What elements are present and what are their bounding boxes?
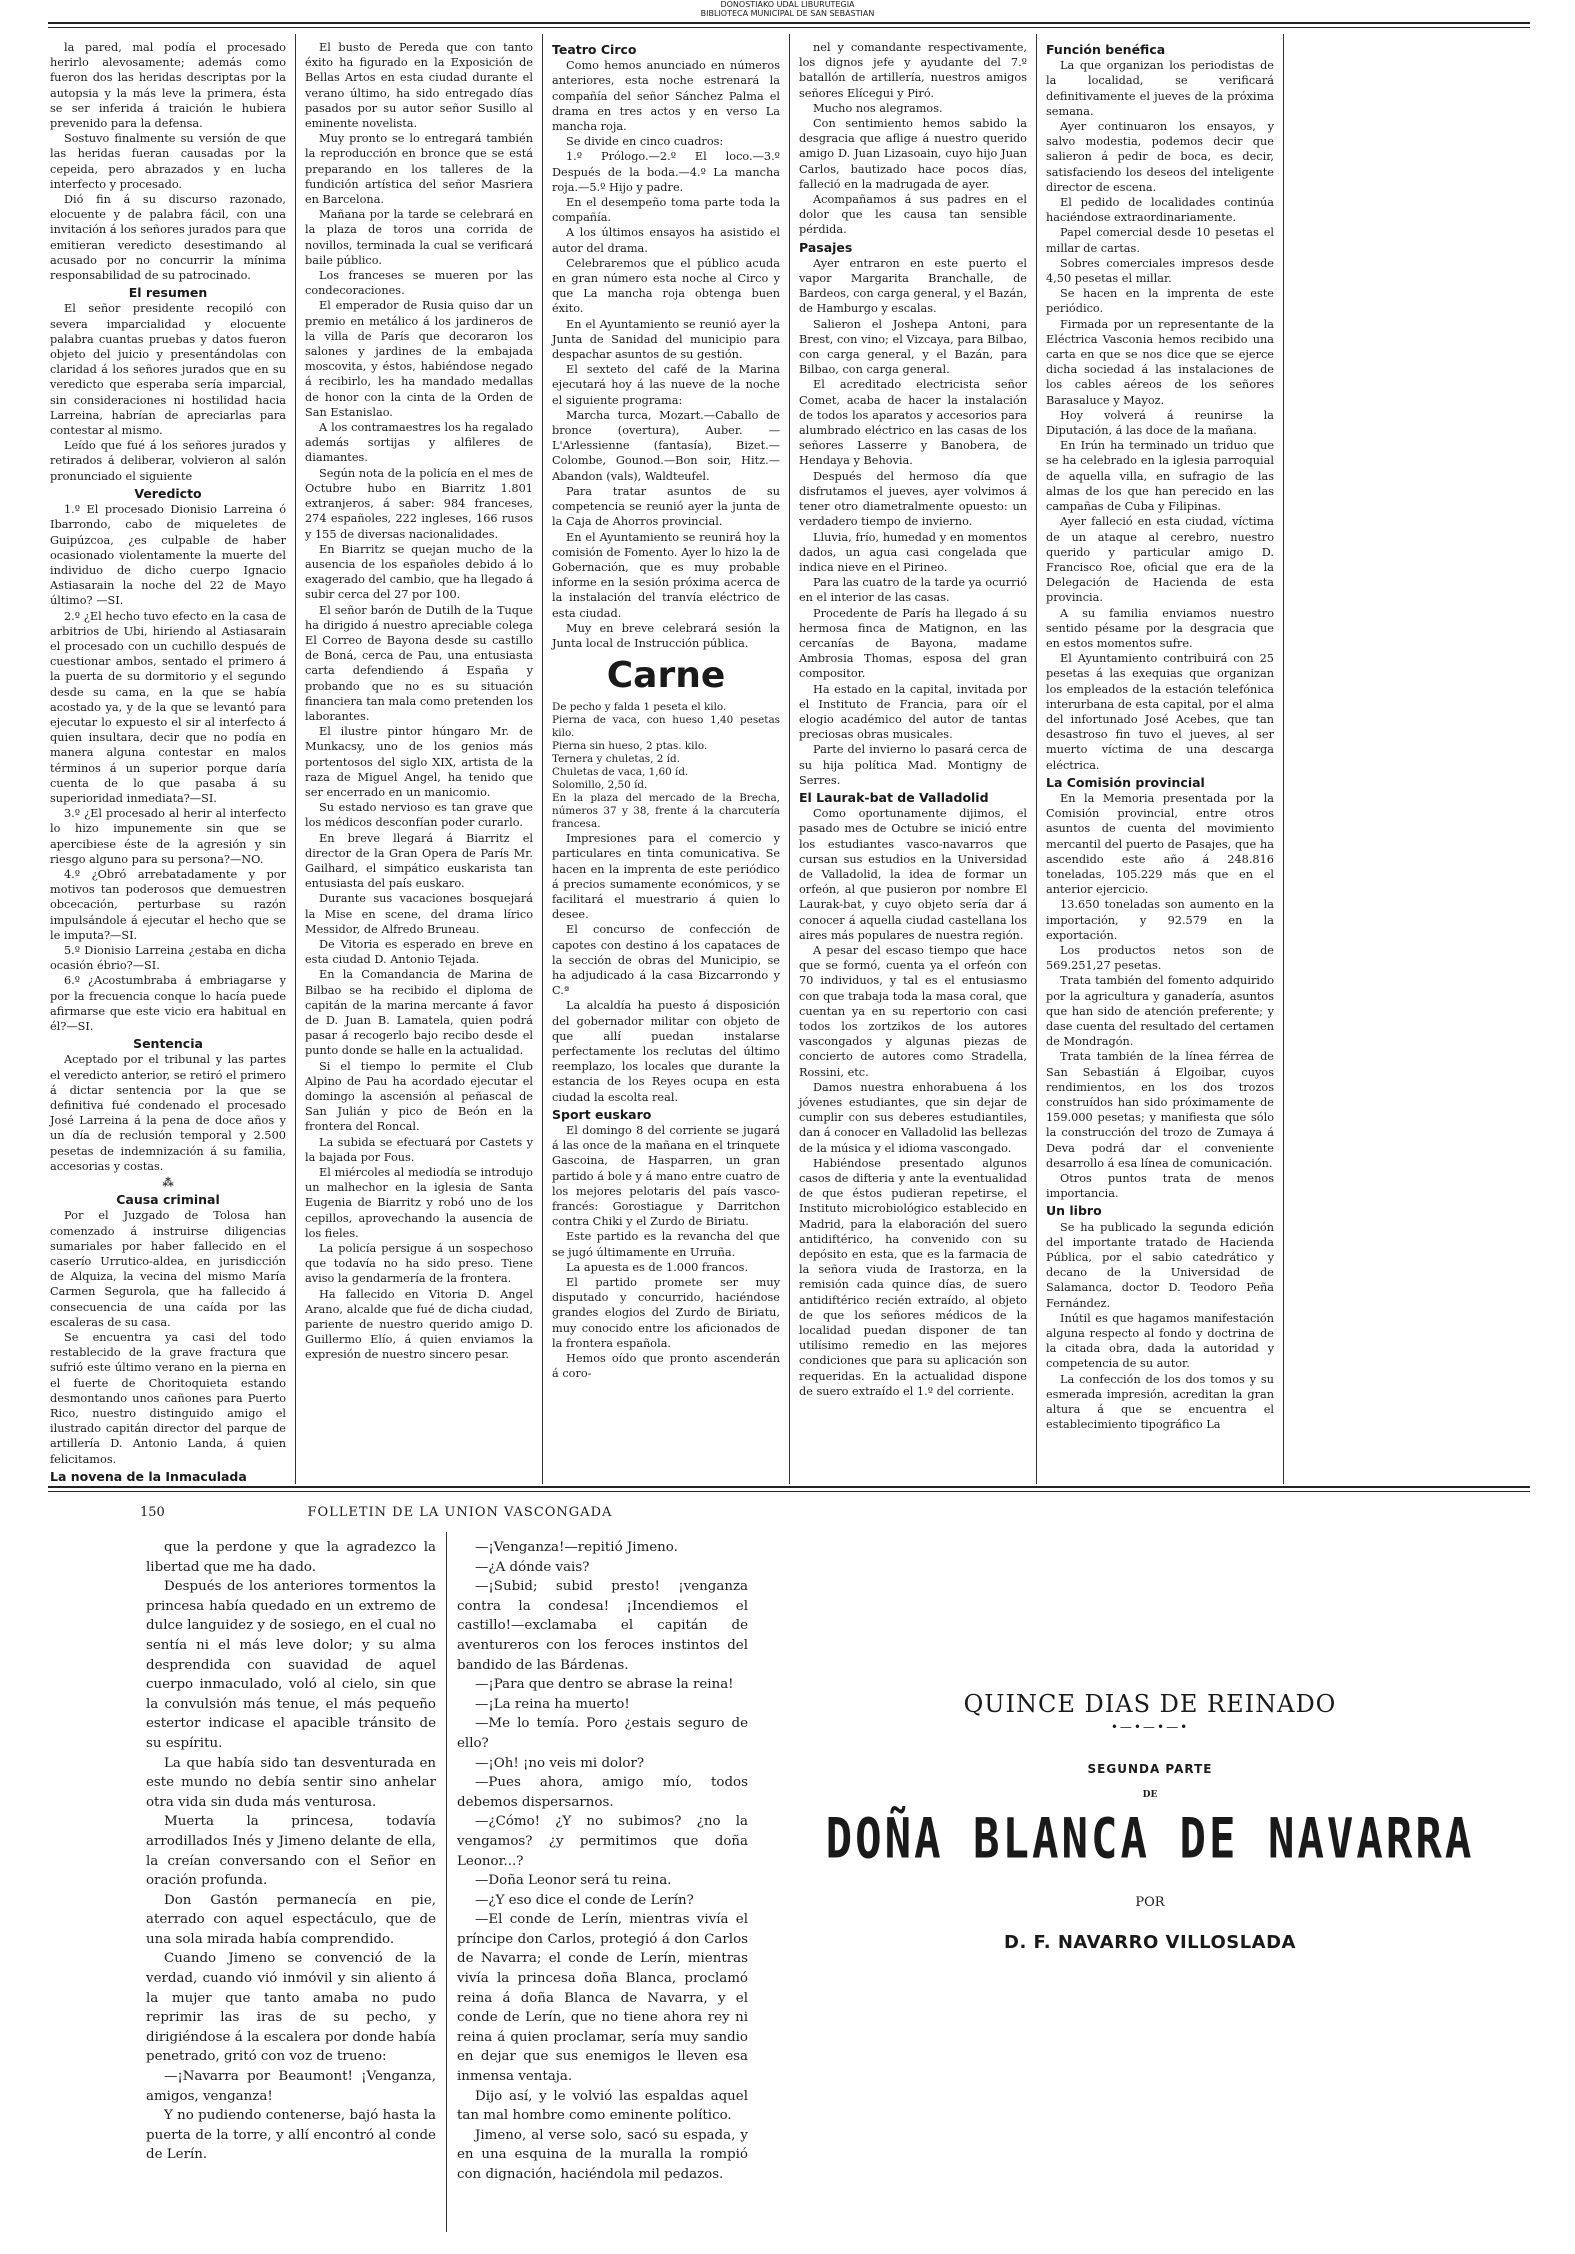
paragraph: —¿A dónde vais?	[475, 1559, 590, 1575]
paragraph: Después de los anteriores tormentos la princesa había quedado en un extremo de dulce languidez y de sosiego, en el cual no sentía ni el más leve dolor; y su alma desprendida con suavidad de aquel cuerpo inmaculado, voló al cielo, sin que la convulsión más tenue, el más pequeño estertor indicase el apacible tránsito de su espíritu.	[146, 1579, 436, 1751]
novel-part: SEGUNDA PARTE	[1087, 1762, 1213, 1776]
paragraph: Inútil es que hagamos manifestación alguna respecto al fondo y doctrina de la citada obra, dada la autoridad y competencia de su autor.	[1046, 1311, 1274, 1371]
paragraph: Dijo así, y le volvió las espaldas aquel tan mal hombre como eminente político.	[457, 2088, 748, 2124]
paragraph: Sostuvo finalmente su versión de que las heridas fueran causadas por la cepeida, pero abrazados y en lucha interfecto y procesado.	[50, 132, 286, 191]
section-heading: Un libro	[1046, 1203, 1102, 1219]
paragraph: Acompañamos á sus padres en el dolor que les causa tan sensible pérdida.	[799, 193, 1027, 237]
paragraph: Muy en breve celebrará sesión la Junta local de Instrucción pública.	[552, 621, 780, 650]
paragraph: De Vitoria es esperado en breve en esta ciudad D. Antonio Tejada.	[305, 937, 533, 967]
column-5	[1036, 34, 1283, 1484]
paragraph: La que organizan los periodistas de la localidad, se verificará definitivamente el jueves de la próxima semana.	[1046, 59, 1274, 118]
folletin-column-left	[136, 1532, 447, 2232]
paragraph: —Doña Leonor será tu reina.	[475, 1873, 672, 1889]
paragraph: 1.º Prólogo.—2.º El loco.—3.º Después de la boda.—4.º La mancha roja.—5.º Hijo y padre.	[552, 150, 780, 194]
folletin-header	[140, 1505, 755, 1520]
paragraph: —¡Navarra por Beaumont! ¡Venganza, amigos, venganza!	[146, 2069, 436, 2104]
price-line: Pierna de vaca, con hueso 1,40 pesetas kilo.	[552, 714, 780, 740]
column-3	[542, 34, 789, 1484]
paragraph: Los franceses se mueren por las condecoraciones.	[305, 269, 533, 298]
section-heading: Función benéfica	[1046, 42, 1166, 57]
paragraph: Salieron el Joshepa Antoni, para Brest, con vino; el Vizcaya, para Bilbao, con carga general, y el Bazán, para Bilbao, con carga general.	[799, 317, 1027, 377]
paragraph: 1.º El procesado Dionisio Larreina ó Ibarrondo, cabo de miqueletes de Guipúzcoa, ¿es culpable de haber ocasionado violentamente la muerte del individuo de dicho cuerpo Ignacio Astiasarain la noche del 22 de Mayo último? —SI.	[50, 503, 286, 608]
section-heading: Causa criminal	[116, 1192, 220, 1208]
paragraph: En la Comandancia de Marina de Bilbao se ha recibido el diploma de capitán de la marina mercante á favor de D. Juan B. Lamatela, quien podrá pasar á recogerlo bajo recibo desde el punto donde se halle en la actualidad.	[305, 968, 533, 1058]
paragraph: —¡Venganza!—repitió Jimeno.	[475, 1540, 678, 1555]
archive-stamp	[0, 0, 1575, 18]
paragraph: A su familia enviamos nuestro sentido pésame por la desgracia que en estos momentos sufre.	[1046, 606, 1274, 650]
paragraph: En Irún ha terminado un triduo que se ha celebrado en la iglesia parroquial de aquella villa, en sufragio de las almas de los que han perecido en las campañas de Cuba y Filipinas.	[1046, 439, 1274, 514]
paragraph: Trata también de la línea férrea de San Sebastián á Elgoibar, cuyos rendimientos, en los dos trozos construídos han sido próximamente de 159.000 pesetas; y manifiesta que sólo la construcción del trozo de Zumaya á Deva podrá dar el conveniente desarrollo á esa línea de comunicación.	[1046, 1050, 1274, 1170]
paragraph: Para tratar asuntos de su competencia se reunió ayer la junta de la Caja de Ahorros provincial.	[552, 484, 780, 529]
paragraph: Don Gastón permanecía en pie, aterrado con aquel espectáculo, que de una sola mirada había comprendido.	[146, 1892, 436, 1947]
paragraph: Se encuentra ya casi del todo restablecido de la grave fractura que sufrió este último verano en la pierna en el fuerte de Choritoquieta estando desmontando unos cañones para Puerto Rico, nuestro distinguido amigo el ilustrado capitán director del parque de artillería D. Antonio Landa, á quien felicitamos.	[50, 1331, 286, 1466]
paragraph: El Ayuntamiento contribuirá con 25 pesetas á las exequias que organizan los empleados de la estación telefónica interurbana de esta capital, por el alma del infortunado José Acebes, que tan desastroso fin tuvo el jueves, al ser muerto víctima de una descarga eléctrica.	[1046, 652, 1274, 772]
paragraph: La alcaldía ha puesto á disposición del gobernador militar con objeto de que allí puedan instalarse perfectamente los reclutas del último reemplazo, los locales que durante la estancia de los Reyes ocupa en esta ciudad la escolta real.	[552, 999, 780, 1104]
paragraph: Muy pronto se lo entregará también la reproducción en bronce que se está preparando en los talleres de la fundición artística del señor Masriera en Barcelona.	[305, 132, 533, 207]
paragraph: Se hacen en la imprenta de este periódico.	[1046, 287, 1274, 316]
price-line: Chuletas de vaca, 1,60 íd.	[552, 766, 689, 779]
paragraph: El partido promete ser muy disputado y concurrido, haciéndose grandes elogios del Zurdo de Biriatu, muy conocido entre los aficionados de la frontera española.	[552, 1276, 780, 1350]
paragraph: 4.º ¿Obró arrebatadamente y por motivos tan poderosos que demuestren obcecación, perturbase su razón impulsándole á ejecutar el hecho que se le imputa?—SI.	[50, 867, 286, 942]
paragraph: Se divide en cinco cuadros:	[566, 135, 724, 149]
folletin-title: FOLLETIN DE LA UNION VASCONGADA	[307, 1505, 613, 1520]
paragraph: Como oportunamente dijimos, el pasado mes de Octubre se inició entre los estudiantes vasco-navarros que cursan sus estudios en la Universidad de Valladolid, la idea de formar un orfeón, al que pusieron por nombre El Laurak-bat, y cuyo objeto sería dar á conocer á aquella ciudad castellana los aires más populares de nuestra región.	[799, 807, 1027, 942]
top-rule-thin	[48, 27, 1530, 28]
section-separator-rule-thin	[48, 1491, 1530, 1492]
novel-de: DE	[1142, 1790, 1158, 1800]
paragraph: En el desempeño toma parte toda la compañía.	[552, 196, 780, 225]
paragraph: Impresiones para el comercio y particulares en tinta comunicativa. Se hacen en la imprenta de este periódico á precios sumamente económicos, y se facilitará el muestrario á quien lo desee.	[552, 832, 780, 922]
paragraph: Ayer continuaron los ensayos, y salvo modestia, podemos decir que salieron á pedir de boca, es decir, satisfaciendo los deseos del inteligente director de escena.	[1046, 120, 1274, 194]
section-heading: Teatro Circo	[552, 42, 637, 57]
paragraph: Después del hermoso día que disfrutamos el jueves, ayer volvimos á tener otro diametralmente opuesto: un verdadero tiempo de invierno.	[799, 469, 1027, 529]
paragraph: Dió fin á su discurso razonado, elocuente y de palabra fácil, con una invitación á los señores jurados para que emitieran veredicto desestimando al acusado por no concurrir la mínima responsabilidad de su patrocinado.	[50, 193, 286, 283]
top-rule	[48, 22, 1530, 24]
novel-title: QUINCE DIAS DE REINADO	[963, 1690, 1337, 1718]
section-heading: La Comisión provincial	[1046, 774, 1205, 790]
paragraph: La apuesta es de 1.000 francos.	[566, 1260, 749, 1274]
paragraph: El busto de Pereda que con tanto éxito ha figurado en la Exposición de Bellas Artos en esta ciudad durante el verano último, ha sido entregado días pasados por su autor señor Susillo al eminente novelista.	[305, 41, 533, 131]
section-heading: Sentencia	[133, 1036, 203, 1052]
folletin-column-right	[447, 1532, 758, 2232]
paragraph: —¡Subid; subid presto! ¡venganza contra la condesa! ¡Incendiemos el castillo!—exclamaba el capitán de aventureros con los feroces instintos del bandido de las Bárdenas.	[457, 1579, 748, 1673]
asterism-icon: ⁂	[162, 1175, 174, 1190]
paragraph: 13.650 toneladas son aumento en la importación, y 92.579 en la exportación.	[1046, 898, 1274, 942]
section-heading: Veredicto	[134, 485, 202, 501]
novel-title-page	[790, 1690, 1510, 1953]
paragraph: Firmada por un representante de la Eléctrica Vasconia hemos recibido una carta en que se nos dice que se ejerce dicha sociedad á las instalaciones de los cables aéreos de los señores Barasaluce y Mayoz.	[1046, 317, 1274, 407]
paragraph: Se ha publicado la segunda edición del importante tratado de Hacienda Pública, por el sabio catedrático y decano de la Universidad de Salamanca, doctor D. Teodoro Peña Fernández.	[1046, 1220, 1274, 1310]
paragraph: El miércoles al mediodía se introdujo un malhechor en la iglesia de Santa Eugenia de Biarritz y robó uno de los cepillos, aprovechando la ausencia de los fieles.	[305, 1166, 533, 1240]
paragraph: Mañana por la tarde se celebrará en la plaza de toros una corrida de novillos, terminada la cual se verificará baile público.	[305, 208, 533, 267]
paragraph: —¡La reina ha muerto!	[475, 1696, 630, 1712]
column-6-empty	[1283, 34, 1530, 1484]
novel-author: D. F. NAVARRO VILLOSLADA	[1004, 1932, 1296, 1953]
paragraph: —¿Cómo! ¿Y no subimos? ¿no la vengamos? ¿y permitimos que doña Leonor...?	[457, 1814, 748, 1869]
paragraph: El señor barón de Dutilh de la Tuque ha dirigido á nuestro apreciable colega El Correo de Bayona desde su castillo de Boná, cerca de Pau, una entusiasta carta defendiendo á España y probando que no es su situación financiera tan mala como pretenden los laborantes.	[305, 603, 533, 723]
paragraph: La policía persigue á un sospechoso que todavía no ha sido preso. Tiene aviso la gendarmería de la frontera.	[305, 1242, 533, 1286]
paragraph: 5.º Dionisio Larreina ¿estaba en dicha ocasión ébrio?—SI.	[50, 943, 286, 973]
paragraph: Mucho nos alegramos.	[813, 101, 943, 115]
meat-price-list	[552, 701, 780, 831]
paragraph: Durante sus vacaciones bosquejará la Mise en scene, del drama lírico Messidor, de Alfredo Bruneau.	[305, 892, 533, 936]
paragraph: —Me lo temía. Poro ¿estais seguro de ello?	[457, 1716, 748, 1751]
paragraph: El domingo 8 del corriente se jugará á las once de la mañana en el trinquete Gascoina, de Hasparren, un gran partido á bole y á mano entre cuatro de los mejores pelotaris del país vasco-francés: Gorostiague y Darritchon contra Chiki y el Zurdo de Biriatu.	[552, 1123, 780, 1229]
paragraph: —Pues ahora, amigo mío, todos debemos dispersarnos.	[457, 1775, 748, 1810]
paragraph: El acreditado electricista señor Comet, acaba de hacer la instalación de todos los aparatos y accesorios para alumbrado eléctrico en las casas de los señores Lasserre y Banobera, de Hendaya y Behovia.	[799, 378, 1027, 468]
section-heading: La novena de la Inmaculada	[50, 1468, 247, 1484]
section-heading: Pasajes	[799, 239, 853, 255]
paragraph: Otros puntos trata de menos importancia.	[1046, 1172, 1274, 1201]
paragraph: Ha fallecido en Vitoria D. Angel Arano, alcalde que fué de dicha ciudad, pariente de nuestro querido amigo D. Guillermo Elío, á quien enviamos la expresión de nuestro sincero pesar.	[305, 1287, 533, 1362]
price-line: De pecho y falda 1 peseta el kilo.	[552, 701, 727, 714]
paragraph: Trata también del fomento adquirido por la agricultura y ganadería, asuntos que han sido de atención preferente; y dase cuenta del resultado del certamen de Mondragón.	[1046, 974, 1274, 1049]
paragraph: Como hemos anunciado en números anteriores, esta noche estrenará la compañía del señor Sánchez Palma el drama en tres actos y en verso La mancha roja.	[552, 59, 780, 134]
paragraph: Por el Juzgado de Tolosa han comenzado á instruirse diligencias sumariales por haber fallecido en el caserío Urrutico-aldea, en jurisdicción de Alquiza, la vecina del mismo María Carmen Segurola, que ha fallecido á consecuencia de una caída por las escaleras de su casa.	[50, 1209, 286, 1329]
price-line: Solomillo, 2,50 íd.	[552, 779, 648, 792]
paragraph: Celebraremos que el público acuda en gran número esta noche al Circo y que La mancha roja obtenga buen éxito.	[552, 256, 780, 316]
paragraph: Cuando Jimeno se convenció de la verdad, cuando vió inmóvil y sin aliento á la mujer que tanto amaba no pudo reprimir las iras de su pecho, y dirigiéndose á la escalera por donde había penetrado, gritó con voz de trueno:	[146, 1951, 436, 2065]
paragraph: Para las cuatro de la tarde ya ocurrió en el interior de las casas.	[799, 576, 1027, 605]
paragraph: Ayer falleció en esta ciudad, víctima de un ataque al cerebro, nuestro querido y particular amigo D. Francisco Roe, oficial que era de la Delegación de Hacienda de esta provincia.	[1046, 515, 1274, 605]
paragraph: Con sentimiento hemos sabido la desgracia que aflige á nuestro querido amigo D. Juan Lizasoain, cuyo hijo Juan Carlos, bautizado hace pocos días, falleció en la madrugada de ayer.	[799, 117, 1027, 191]
paragraph: El concurso de confección de capotes con destino á los capataces de la sección de obras del Municipio, se ha adjudicado á la casa Bizcarrondo y C.ª	[552, 923, 780, 998]
paragraph: Muerta la princesa, todavía arrodillados Inés y Jimeno delante de ella, la creían conversando con el Señor en oración profunda.	[146, 1814, 436, 1889]
paragraph: Sobres comerciales impresos desde 4,50 pesetas el millar.	[1046, 256, 1274, 286]
paragraph: A los últimos ensayos ha asistido el autor del drama.	[552, 226, 780, 255]
section-heading: El resumen	[128, 285, 208, 301]
paragraph: En breve llegará á Biarritz el director de la Gran Opera de París Mr. Gailhard, el simpático euskarista tan entusiasta del país euskaro.	[305, 831, 533, 891]
column-4	[789, 34, 1036, 1484]
paragraph: Lluvia, frío, humedad y en momentos dados, un agua casi congelada que indica nieve en el Pirineo.	[799, 530, 1027, 574]
paragraph: —¡Oh! ¡no veis mi dolor?	[475, 1755, 645, 1771]
paragraph: En el Ayuntamiento se reunió ayer la Junta de Sanidad del municipio para despachar asuntos de su gestión.	[552, 317, 780, 362]
paragraph: Ha estado en la capital, invitada por el Instituto de Francia, para oír el elogio académico del autor de tantas preciosas obras musicales.	[799, 682, 1027, 742]
price-line: Pierna sin hueso, 2 ptas. kilo.	[552, 740, 708, 753]
paragraph: Los productos netos son de 569.251,27 pesetas.	[1046, 943, 1274, 973]
paragraph: El emperador de Rusia quiso dar un premio en metálico á los jardineros de la villa de París que decoraron los salones y jardines de la embajada moscovita, y éstos, habiéndose negado á recibirlo, les ha mandado medallas de honor con la cinta de la Orden de San Estanislao.	[305, 299, 533, 419]
paragraph: 3.º ¿El procesado al herir al interfecto lo hizo impunemente sin que se apercibiese éste de la agresión y sin riesgo alguno para su persona?—NO.	[50, 807, 286, 866]
paragraph: Según nota de la policía en el mes de Octubre hubo en Biarritz 1.801 extranjeros, á saber: 984 franceses, 274 españoles, 222 ingleses, 166 rusos y 155 de diversas nacionalidades.	[305, 466, 533, 541]
paragraph: que la perdone y que la agradezco la libertad que me ha dado.	[146, 1540, 436, 1575]
column-2	[295, 34, 542, 1484]
paragraph: El pedido de localidades continúa haciéndose extraordinariamente.	[1046, 196, 1274, 225]
ornament-divider: •—•—•—•	[1110, 1720, 1190, 1734]
paragraph: La subida se efectuará por Castets y la bajada por Fous.	[305, 1135, 533, 1164]
paragraph: Jimeno, al verse solo, sacó su espada, y en una esquina de la muralla la rompió con dignación, haciéndola mil pedazos.	[457, 2127, 748, 2182]
paragraph: Hoy volverá á reunirse la Diputación, á las doce de la mañana.	[1046, 408, 1274, 438]
paragraph: —¿Y eso dice el conde de Lerín?	[475, 1892, 694, 1908]
paragraph: Aceptado por el tribunal y las partes el veredicto anterior, se retiró el primero á dictar sentencia por la que se definitiva fué condenado el procesado José Larreina á la pena de doce años y un día de reclusión temporal y 2.500 pesetas de indemnización á su familia, accesorias y costas.	[50, 1053, 286, 1173]
column-1	[48, 34, 295, 1484]
paragraph: nel y comandante respectivamente, los dignos jefe y ayudante del 7.º batallón de artillería, nuestros amigos señores Elícegui y Piró.	[799, 41, 1027, 100]
paragraph: En el Ayuntamiento se reunirá hoy la comisión de Fomento. Ayer lo hizo la de Gobernación, que es muy probable informe en la sesión próxima acerca de la instalación del tranvía eléctrico de esta ciudad.	[552, 530, 780, 620]
paragraph: Damos nuestra enhorabuena á los jóvenes estudiantes, que sin dejar de cumplir con sus deberes estudiantiles, dan á conocer en Valladolid las bellezas de la música y el idioma vascongado.	[799, 1080, 1027, 1155]
paragraph: Este partido es la revancha del que se jugó últimamente en Urruña.	[552, 1230, 780, 1259]
newspaper-columns	[48, 34, 1530, 1484]
paragraph: En la Memoria presentada por la Comisión provincial, entre otros asuntos de cuenta del movimiento mercantil del puerto de Pasajes, que ha ascendido este año á 248.816 toneladas, 105.229 más que en el anterior ejercicio.	[1046, 791, 1274, 897]
paragraph: —¡Para que dentro se abrase la reina!	[475, 1677, 734, 1693]
price-line: Ternera y chuletas, 2 íd.	[552, 753, 680, 766]
price-line: En la plaza del mercado de la Brecha, números 37 y 38, frente á la charcutería francesa.	[552, 792, 780, 831]
carne-advert-heading: Carne	[606, 655, 726, 697]
folletin-columns	[136, 1532, 758, 2232]
folletin-page-number: 150	[140, 1505, 165, 1520]
archive-stamp-line1: DONOSTIAKO UDAL LIBURUTEGIA	[720, 0, 855, 9]
paragraph: —El conde de Lerín, mientras vivía el príncipe don Carlos, protegió á don Carlos de Navarra; el conde de Lerín, mientras vivía la princesa doña Blanca, proclamó reina á doña Blanca de Navarra, y el conde de Lerín, que no tiene ahora rey ni reina á quien proclamar, sería muy sandio en dejar que sus enemigos le lleven esa inmensa ventaja.	[457, 1912, 748, 2085]
paragraph: Procedente de París ha llegado á su hermosa finca de Matignon, en las cercanías de Bayona, madame Ambrosia Thomas, esposa del gran compositor.	[799, 606, 1027, 681]
paragraph: El señor presidente recopiló con severa imparcialidad y elocuente palabra cuantas pruebas y datos fueron objeto del juicio y presentándolas con claridad á los señores jurados que en su veredicto que esperaba sería imparcial, sin consideraciones ni hostilidad hacia Larreina, habrían de apreciarlas para contestar al mismo.	[50, 302, 286, 438]
paragraph: la pared, mal podía el procesado herirlo alevosamente; además como fueron dos las heridas descriptas por la autopsia y la más leve la primera, ésta se ser inferida á traición le hubiera prevenido para la defensa.	[50, 41, 286, 131]
section-separator-rule	[48, 1486, 1530, 1488]
paragraph: Ayer entraron en este puerto el vapor Margarita Branchalle, de Bardeos, con carga general, y el Bazán, de Hamburgo y escalas.	[799, 256, 1027, 316]
novel-por: POR	[1135, 1895, 1165, 1910]
paragraph: El sexteto del café de la Marina ejecutará hoy á las nueve de la noche el siguiente programa:	[552, 363, 780, 407]
paragraph: A pesar del escaso tiempo que hace que se formó, cuenta ya el orfeón con 70 individuos, y tal es el entusiasmo con que trabaja toda la masa coral, que cuentan ya en su repertorio con casi todos los zortzikos de los autores vascongados y algunas piezas de concierto de autores como Stradella, Rossini, etc.	[799, 943, 1027, 1079]
paragraph: A los contramaestres los ha regalado además sortijas y alfileres de diamantes.	[305, 421, 533, 465]
paragraph: Y no pudiendo contenerse, bajó hasta la puerta de la torre, y allí encontró al conde de Lerín.	[146, 2108, 436, 2163]
paragraph: Habiéndose presentado algunos casos de difteria y ante la eventualidad de que éstos pudieran repetirse, el Instituto microbiológico establecido en Madrid, para la elaboración del suero antidiftérico, ha convenido con su depósito en esta, que es la farmacia de la señora viuda de Irastorza, en la remisión cada quince días, de suero antidiftérico recién extraído, al objeto de que los señores médicos de la localidad puedan disponer de tan utilísimo remedio en las mejores condiciones que para su aplicación son requeridas. En la actualidad dispone de suero extraído el 1.º del corriente.	[799, 1156, 1027, 1398]
paragraph: El ilustre pintor húngaro Mr. de Munkacsy, uno de los genios más portentosos del siglo XIX, artista de la raza de Miguel Angel, ha tenido que ser encerrado en un manicomio.	[305, 725, 533, 799]
section-heading: Sport euskaro	[552, 1106, 652, 1122]
paragraph: Su estado nervioso es tan grave que los médicos desconfían poder curarlo.	[305, 801, 533, 830]
paragraph: Papel comercial desde 10 pesetas el millar de cartas.	[1046, 226, 1274, 255]
novel-main-title: DOÑA BLANCA DE NAVARRA	[825, 1807, 1475, 1872]
archive-stamp-line2: BIBLIOTECA MUNICIPAL DE SAN SEBASTIAN	[700, 9, 875, 18]
paragraph: En Biarritz se quejan mucho de la ausencia de los españoles debido á lo exagerado del cambio, que ha llegado á subir cerca del 27 por 100.	[305, 542, 533, 602]
paragraph: Parte del invierno lo pasará cerca de su hija política Mad. Montigny de Serres.	[799, 743, 1027, 787]
paragraph: La confección de los dos tomos y su esmerada impresión, acreditan la gran altura á que se encuentra el establecimiento tipográfico La	[1046, 1372, 1274, 1432]
paragraph: Leído que fué á los señores jurados y retirados á deliberar, volvieron al salón pronunciado el siguiente	[50, 439, 286, 483]
paragraph: 2.º ¿El hecho tuvo efecto en la casa de arbitrios de Ubi, hiriendo al Astiasarain el procesado con un cuchillo después de cuestionar ambos, sentado el primero á la puerta de su dormitorio y el segundo desde su cama, en la que se había acostado ya, y de la que se levantó para ejecutar lo expuesto el sir al interfecto á quien insultara, decir que no podía en manera alguna contestar en malos términos á un superior porque daría cuenta de lo que pasaba á su superioridad inmediata?—SI.	[50, 609, 286, 805]
paragraph: Hemos oído que pronto ascenderán á coro-	[552, 1352, 780, 1381]
paragraph: Marcha turca, Mozart.—Caballo de bronce (overtura), Auber. — L'Arlessienne (fantasía), Bizet.—Colombe, Gounod.—Bon soir, Hitz.—Abandon (vals), Waldteufel.	[552, 408, 780, 483]
paragraph: Si el tiempo lo permite el Club Alpino de Pau ha acordado ejecutar el domingo la ascensión al peñascal de San Julián y pico de Beón en la frontera del Roncal.	[305, 1059, 533, 1134]
section-heading: El Laurak-bat de Valladolid	[799, 789, 989, 805]
paragraph: 6.º ¿Acostumbraba á embriagarse y por la frecuencia conque lo hacía puede afirmarse que este vicio era habitual en él?—SI.	[50, 974, 286, 1033]
paragraph: La que había sido tan desventurada en este mundo no debía sentir sino anhelar otra vida sin duda más venturosa.	[146, 1755, 436, 1810]
